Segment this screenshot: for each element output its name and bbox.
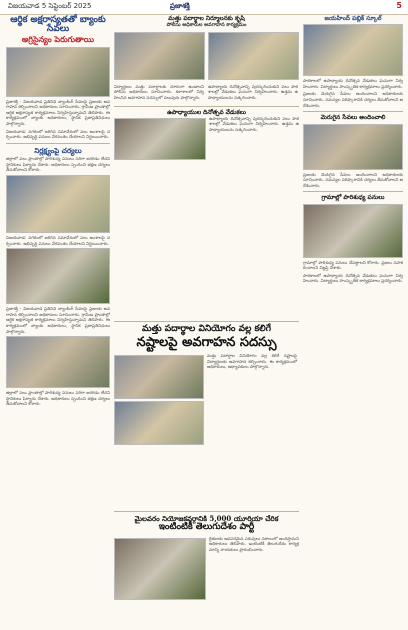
- bottom-headline-line-2: ఇంటింటికీ తెలుగుదేశం పార్టీ: [158, 522, 255, 533]
- center-top-headline: మత్తు పదార్థాల నిర్మూలనకు కృషి: [168, 15, 245, 22]
- center-body-1: విద్యార్థులు మత్తు పదార్థాలకు దూరంగా ఉండాలని పోలీసు అధికారులు సూచించారు. కళాశాలలో నిర్వహించిన అవగాహన సదస్సులో పలువురు పాల్గొన్నారు.: [114, 83, 204, 100]
- left-photo-1: [6, 47, 110, 97]
- left-body-3: విజయవాడ: నగరంలో జరిగిన సమావేశంలో పలు అంశాలపై చర్చించారు. అభివృద్ధి పనులు వేగవంతం చేయాలని నిర్ణయించారు.: [6, 234, 110, 246]
- right-body-3: గ్రామాల్లో పారిశుధ్య పనులు చేపట్టాలని కోరారు. ప్రజలు సహకరించాలని విజ్ఞప్తి చేశారు.: [303, 259, 403, 271]
- right-mid-headline: మెరుగైన సేవలు అందించాలి: [320, 114, 386, 122]
- right-body-4: పాఠశాలలో ఉపాధ్యాయ దినోత్సవ వేడుకలు ఘనంగా నిర్వహించారు. విద్యార్థులు సాంస్కృతిక కార్యక్రమాలు ప్రదర్శించారు.: [303, 272, 403, 284]
- center-column: [114, 16, 299, 162]
- center-top-subheadline: పోలీసు అధికారుల అవగాహన కార్యక్రమం: [166, 22, 247, 29]
- right-photo-1: [303, 24, 403, 76]
- right-body-1: పాఠశాలలో ఉపాధ్యాయ దినోత్సవ వేడుకలు ఘనంగా నిర్వహించారు. విద్యార్థులు సాంస్కృతిక కార్యక్రమాలు ప్రదర్శించారు.: [303, 78, 403, 89]
- left-body-4: ప్రజాశక్తి - విజయవాడ ప్రతినిధి బ్యాంకింగ్ సేవలపై ప్రజలకు అవగాహన కల్పించాలని అధికారులు సూచించారు. గ్రామీణ ప్రాంతాల్లో ఆర్థిక అక్షరాస్యత కార్యక్రమాలు నిర్వహిస్తున్నామని తెలిపారు. ఈ కార్యక్రమంలో బ్యాంకు అధికారులు, స్థానిక ప్రజాప్రతినిధులు పాల్గొన్నారు.: [6, 306, 110, 334]
- center-body-2: ఉపాధ్యాయ దినోత్సవాన్ని పురస్కరించుకుని పలు పాఠశాలల్లో వేడుకలు ఘనంగా నిర్వహించారు. ఉత్తమ ఉపాధ్యాయులను సత్కరించారు.: [209, 115, 299, 133]
- center-photo-6: [114, 538, 206, 600]
- center-photo-3: [114, 118, 206, 160]
- center-photo-2: [208, 32, 299, 80]
- center-mid-headline: ఉపాధ్యాయుల దినోత్సవ వేడుకలు: [167, 108, 246, 116]
- left-subheadline: అగ్రిసైన్యం పెరుగుతాయి: [21, 34, 95, 44]
- left-photo-3: [6, 248, 110, 304]
- left-column: [6, 16, 110, 409]
- left-body-1b: విజయవాడ: నగరంలో జరిగిన సమావేశంలో పలు అంశాలపై చర్చించారు. అభివృద్ధి పనులు వేగవంతం చేయాలని నిర్ణయించారు.: [6, 128, 110, 140]
- right-headline: జయహింద్ పబ్లిక్ స్కూల్: [324, 15, 382, 22]
- left-headline-2: నిర్లక్ష్యంపై చర్యలు: [34, 145, 82, 155]
- center-photo-4: [114, 355, 204, 399]
- left-headline: ఆర్థిక అక్షరాస్యతతో బ్యాంకు సేవలు: [10, 15, 106, 35]
- big-headline-line-1: మత్తు పదార్థాల వినియోగం వల్ల కలిగే: [141, 324, 272, 334]
- center-photo-1: [114, 32, 205, 80]
- right-low-headline: గ్రామాల్లో పారిశుధ్య పనులు: [321, 194, 385, 202]
- bottom-headline-line-1: మైలవరం నియోజకవర్గానికి 5,000 యూరియా చేరిక: [134, 514, 279, 523]
- center-body-1b: ఉపాధ్యాయ దినోత్సవాన్ని పురస్కరించుకుని పలు పాఠశాలల్లో వేడుకలు ఘనంగా నిర్వహించారు. ఉత్తమ ఉపాధ్యాయులను సత్కరించారు.: [208, 83, 298, 100]
- masthead: ప్రజాశక్తి: [170, 2, 190, 10]
- left-photo-2: [6, 175, 110, 233]
- edition-date: విజయవాడ 5 సెప్టెంబర్ 2025: [8, 2, 92, 10]
- big-headline-line-2: నష్టాలపై అవగాహన సదస్సు: [136, 335, 277, 351]
- center-body-4: రైతులకు అవసరమైన ఎరువులు సకాలంలో అందిస్తామని అధికారులు తెలిపారు. ఇంటింటికీ తెలుగుదేశం కార్యక్రమాన్ని నాయకులు ప్రారంభించారు.: [209, 535, 299, 552]
- left-body-1: ప్రజాశక్తి - విజయవాడ ప్రతినిధి బ్యాంకింగ్ సేవలపై ప్రజలకు అవగాహన కల్పించాలని అధికారులు సూచించారు. గ్రామీణ ప్రాంతాల్లో ఆర్థిక అక్షరాస్యత కార్యక్రమాలు నిర్వహిస్తున్నామని తెలిపారు. ఈ కార్యక్రమంలో బ్యాంకు అధికారులు, స్థానిక ప్రజాప్రతినిధులు పాల్గొన్నారు.: [6, 98, 110, 127]
- left-body-2: జిల్లాలో పలు ప్రాంతాల్లో పారిశుధ్య పనులు సరిగా జరగడం లేదని స్థానికులు ఫిర్యాదు చేశారు. అధికారులు స్పందించి తక్షణ చర్యలు తీసుకోవాలని కోరారు.: [6, 156, 110, 173]
- right-photo-3: [303, 204, 403, 258]
- center-bottom-block: [114, 508, 299, 602]
- right-body-2: ప్రజలకు మెరుగైన సేవలు అందించాలని అధికారులకు సూచించారు. సమస్యల పరిష్కారానికి చర్యలు తీసుకోవాలని ఆదేశించారు.: [303, 171, 403, 188]
- right-column: [303, 16, 403, 286]
- left-body-5: జిల్లాలో పలు ప్రాంతాల్లో పారిశుధ్య పనులు సరిగా జరగడం లేదని స్థానికులు ఫిర్యాదు చేశారు. అధికారులు స్పందించి తక్షణ చర్యలు తీసుకోవాలని కోరారు.: [6, 390, 110, 407]
- left-photo-4: [6, 336, 110, 388]
- center-photo-5: [114, 401, 204, 445]
- center-big-headline-block: [114, 318, 299, 447]
- right-body-1b: ప్రజలకు మెరుగైన సేవలు అందించాలని అధికారులకు సూచించారు. సమస్యల పరిష్కారానికి చర్యలు తీసుకోవాలని ఆదేశించారు.: [303, 91, 403, 108]
- center-body-3: మత్తు పదార్థాల వినియోగం వల్ల కలిగే నష్టాలపై విద్యార్థులకు అవగాహన కల్పించారు. ఈ కార్యక్రమంలో అధికారులు, అధ్యాపకులు పాల్గొన్నారు.: [207, 353, 297, 370]
- page-header: [0, 0, 408, 15]
- right-photo-2: [303, 124, 403, 170]
- page-number: 5: [396, 1, 402, 10]
